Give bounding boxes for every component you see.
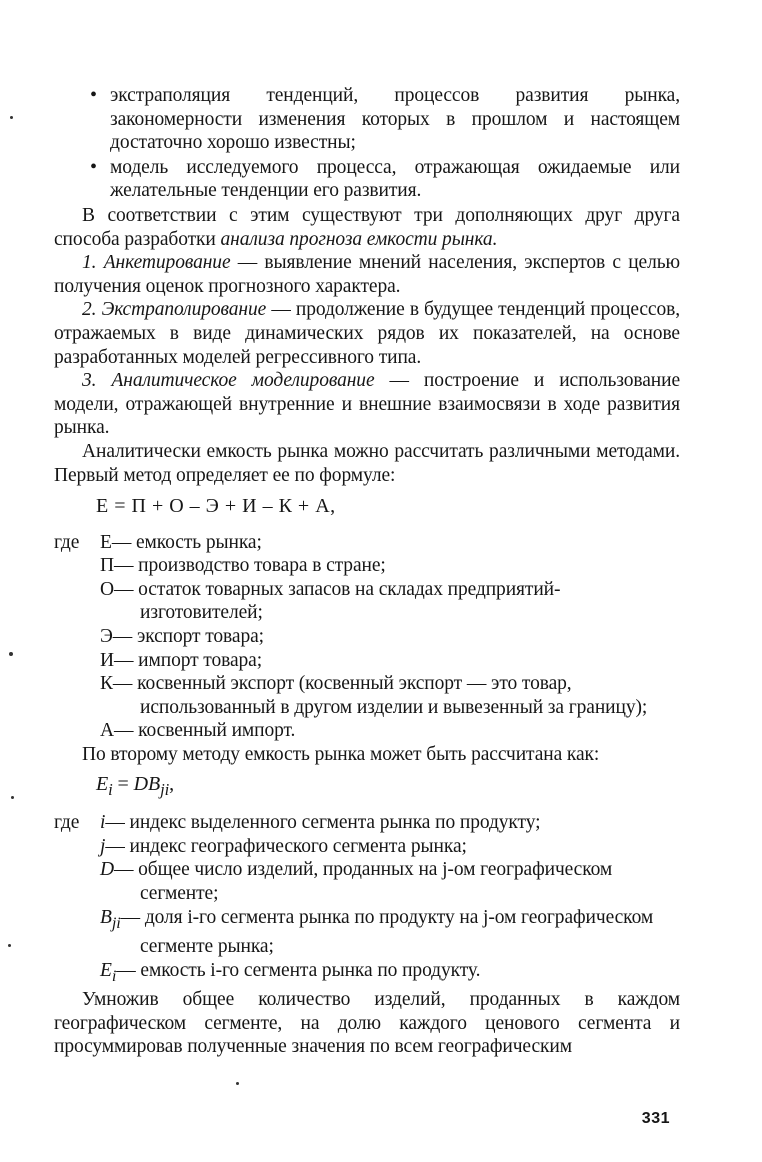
definitions-list-1 (54, 531, 680, 743)
definition-symbol: Е (100, 531, 112, 553)
definition-text: — импорт товара; (113, 649, 263, 671)
method-name: Анкетирование (103, 252, 231, 274)
definition-item (54, 906, 680, 959)
definition-item (54, 811, 680, 835)
bullet-text: модель исследуемого процесса, отражающая ожидаемые или желательные тенденции его развития. (110, 156, 680, 202)
bullet-text: экстраполяция тенденций, процессов развития рынка, закономерности изменения которых в прошлом и настоящем достаточно хорошо известны; (110, 85, 680, 154)
method-number: 2. (82, 299, 97, 321)
definition-symbol: B (100, 906, 112, 928)
definition-item (54, 672, 680, 719)
method-text: — выявление мнений населения, экспертов с целью получения оценок прогнозного характера. (54, 252, 680, 297)
definition-item (54, 649, 680, 673)
final-paragraph: Умножив общее количество изделий, проданных в каждом географическом сегменте, на долю каждого ценового сегмента и просуммировав полученные значения по всем географическим (54, 989, 680, 1058)
definition-item (54, 578, 680, 625)
intro-paragraph (54, 204, 680, 251)
formula-db-sub: ji (160, 779, 170, 799)
where-label: где (54, 531, 80, 553)
method-text: — построение и использование модели, отражающей внутренние и внешние взаимосвязи в ходе развития рынка. (54, 370, 681, 439)
definition-item (54, 858, 680, 905)
page-number: 331 (641, 1110, 670, 1127)
definition-item (54, 959, 680, 988)
definition-symbol: О (100, 578, 114, 600)
bullet-item (54, 84, 680, 155)
scan-speck (11, 796, 14, 799)
definition-text: — общее число изделий, проданных на j-ом географическом сегменте; (113, 859, 613, 904)
scan-speck (8, 944, 11, 947)
formula-db: DB (133, 772, 161, 795)
analytic-paragraph: Аналитически емкость рынка можно рассчитать различными методами. Первый метод определяет ее по формуле: (54, 440, 680, 486)
definition-text: — экспорт товара; (112, 626, 264, 648)
definition-item (54, 554, 680, 578)
definition-text: — емкость рынка; (111, 531, 262, 553)
definition-text: — производство товара в стране; (113, 555, 386, 577)
definition-text: — индекс географического сегмента рынка; (105, 835, 467, 857)
definition-subscript: i (111, 966, 117, 985)
definition-symbol: П (100, 555, 114, 577)
formula-capacity-2 (96, 773, 680, 802)
definition-text: — емкость i-го сегмента рынка по продукту. (116, 959, 481, 981)
method-paragraph (54, 298, 680, 369)
definition-item (54, 835, 680, 859)
definition-text: — косвенный экспорт (косвенный экспорт — это товар, использованный в другом изделии и вывезенный за границу); (112, 673, 648, 718)
method-paragraph (54, 251, 680, 298)
page-body (54, 84, 680, 1059)
definition-text: — доля i-го сегмента рынка по продукту на j-ом географическом сегменте рынка; (120, 906, 654, 958)
definition-symbol: i (100, 812, 106, 834)
scan-speck (236, 1082, 239, 1085)
formula-e-sub: i (108, 779, 113, 799)
scan-speck (10, 116, 13, 119)
definition-symbol: К (100, 673, 113, 695)
method-text: — продолжение в будущее тенденций процессов, отражаемых в виде динамических рядов их показателей, на основе разработанных моделей регрессивного типа. (54, 299, 681, 368)
formula-tail: , (169, 772, 175, 795)
definition-subscript: ji (111, 913, 121, 932)
definition-symbol: E (100, 959, 112, 981)
definition-text: — косвенный импорт. (113, 720, 296, 742)
definition-text: — индекс выделенного сегмента рынка по продукту; (105, 812, 541, 834)
definition-symbol: j (100, 835, 106, 857)
intro-text: В соответствии с этим существуют три дополняющих друг друга способа разработки (54, 204, 680, 250)
definition-symbol: И (100, 649, 114, 671)
method-name: Экстраполирование (101, 299, 267, 321)
definitions-list-2 (54, 811, 680, 988)
bullet-dot-icon: • (90, 155, 97, 178)
formula-eq: = (112, 772, 134, 795)
method-number: 3. (82, 370, 97, 392)
method-paragraph (54, 369, 680, 440)
definition-text: — остаток товарных запасов на складах предприятий-изготовителей; (113, 578, 561, 624)
method-number: 1. (82, 252, 97, 274)
method-name: Аналитическое моделирование (111, 370, 375, 392)
where-label: где (54, 812, 80, 834)
definition-symbol: А (100, 720, 114, 742)
formula-capacity-1: Е = П + О – Э + И – К + А, (96, 495, 336, 518)
formula-e: E (96, 772, 109, 795)
second-method-paragraph: По второму методу емкость рынка может быть рассчитана как: (82, 744, 600, 766)
definition-symbol: D (100, 859, 114, 881)
intro-italic: анализа прогноза емкости рынка. (220, 228, 498, 250)
definition-item (54, 531, 680, 555)
definition-item (54, 625, 680, 649)
scan-speck (9, 652, 13, 656)
definition-symbol: Э (100, 626, 113, 648)
bullet-dot-icon: • (90, 84, 97, 106)
bullet-item (54, 156, 680, 203)
definition-item (54, 719, 680, 743)
